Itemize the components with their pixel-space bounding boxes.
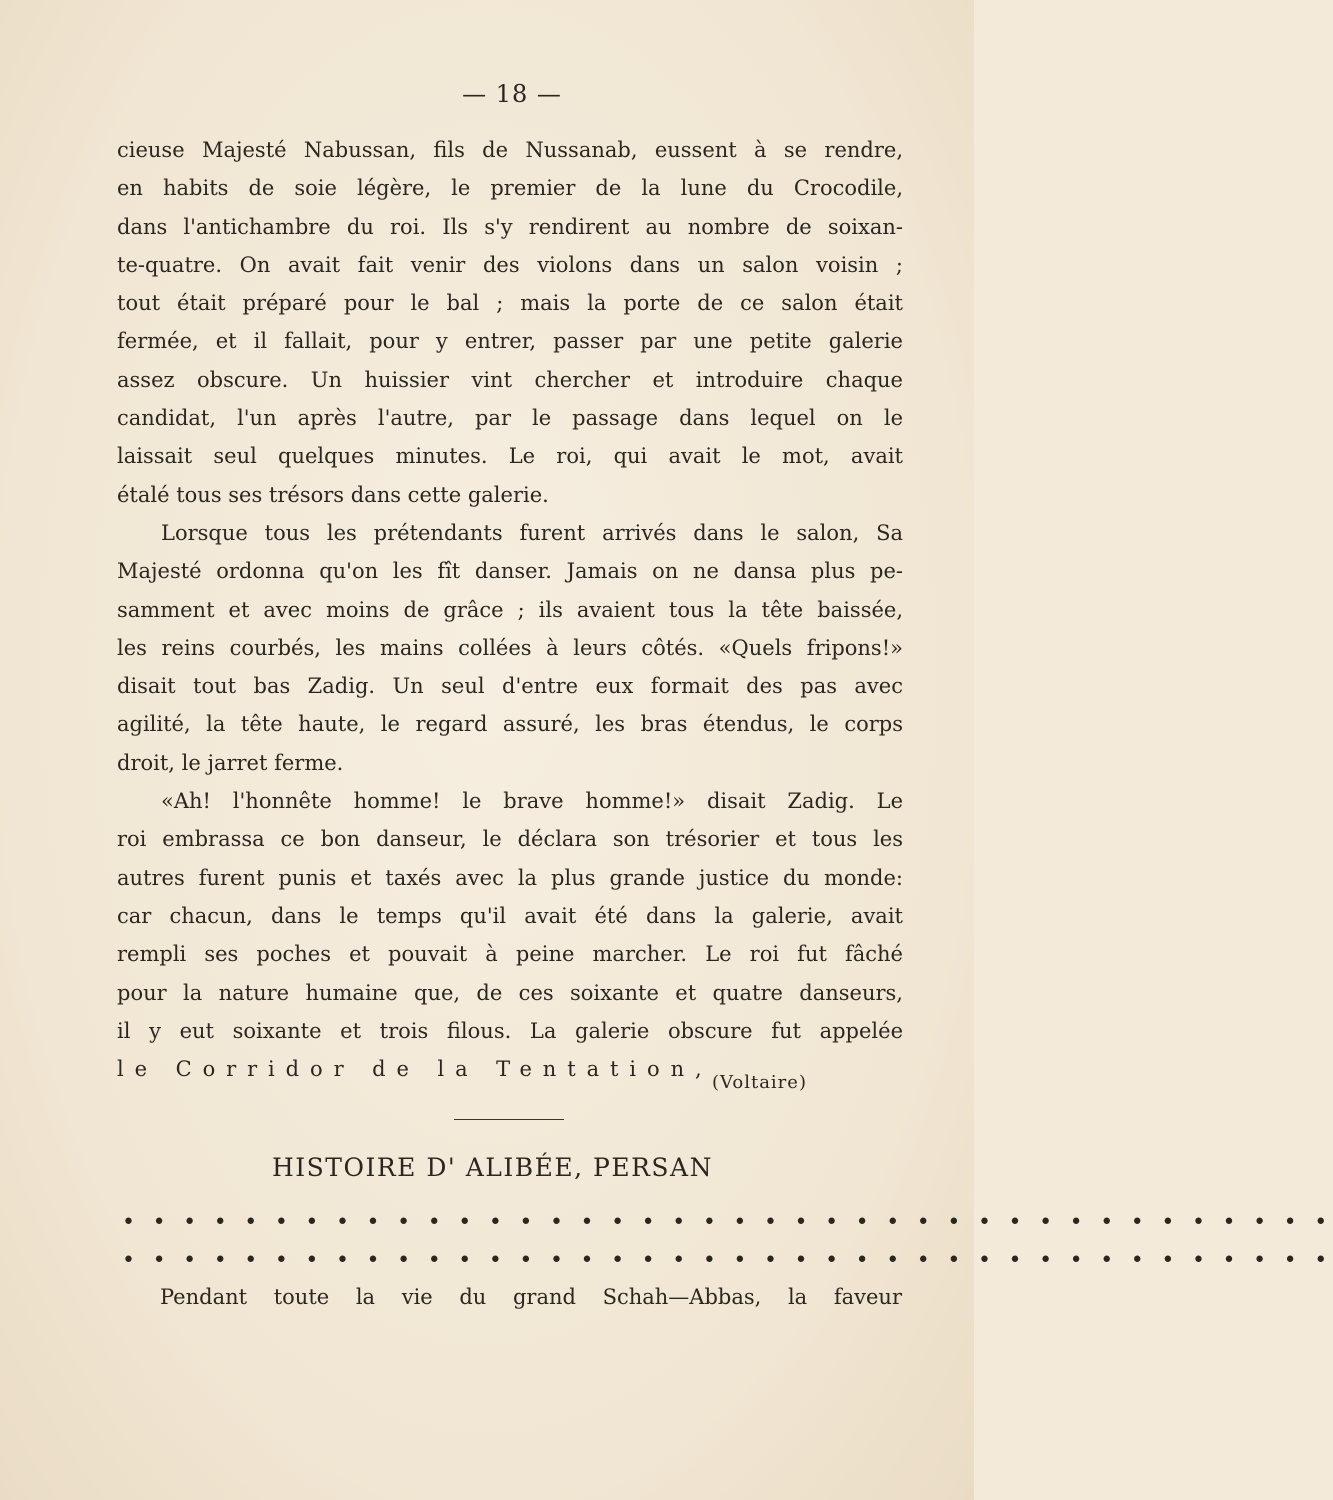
text-line: fermée, et il fallait, pour y entrer, passer par une petite galerie: [117, 329, 903, 354]
text-line: droit, le jarret ferme.: [117, 750, 344, 775]
text-line: rempli ses poches et pouvait à peine marcher. Le roi fut fâché: [117, 942, 903, 967]
text-line: tout était préparé pour le bal ; mais la porte de ce salon était: [117, 291, 903, 316]
text-line: candidat, l'un après l'autre, par le passage dans lequel on le: [117, 406, 903, 431]
text-line: te-quatre. On avait fait venir des violons dans un salon voisin ;: [117, 252, 903, 277]
text-line: car chacun, dans le temps qu'il avait été dans la galerie, avait: [117, 903, 903, 928]
section-title: HISTOIRE D' ALIBÉE, PERSAN: [272, 1153, 713, 1182]
text-line: agilité, la tête haute, le regard assuré, les bras étendus, le corps: [117, 712, 903, 737]
text-line: les reins courbés, les mains collées à leurs côtés. «Quels fripons!»: [117, 635, 903, 660]
author-attribution: (Voltaire): [712, 1072, 807, 1093]
text-line: laissait seul quelques minutes. Le roi, qui avait le mot, avait: [117, 444, 903, 469]
text-line: pour la nature humaine que, de ces soixante et quatre danseurs,: [117, 980, 903, 1005]
next-paragraph-start: Pendant toute la vie du grand Schah—Abbas, la faveur: [160, 1285, 902, 1309]
story-text: [117, 131, 903, 1088]
text-line-spaced: le Corridor de la Tentation,: [117, 1057, 713, 1082]
text-line: en habits de soie légère, le premier de la lune du Crocodile,: [117, 176, 903, 201]
text-line: cieuse Majesté Nabussan, fils de Nussanab, eussent à se rendre,: [117, 138, 903, 162]
ellipsis-line: • • • • • • • • • • • • • • • • • • • • • • • • • • • • • • • • • • • • • • • •: [122, 1210, 1333, 1235]
text-line: disait tout bas Zadig. Un seul d'entre eux formait des pas avec: [117, 674, 903, 699]
text-line: assez obscure. Un huissier vint chercher et introduire chaque: [117, 367, 903, 392]
text-line: dans l'antichambre du roi. Ils s'y rendirent au nombre de soixan-: [117, 214, 903, 239]
text-line: Majesté ordonna qu'on les fît danser. Jamais on ne dansa plus pe-: [117, 559, 903, 584]
text-line: autres furent punis et taxés avec la plus grande justice du monde:: [117, 865, 903, 890]
page-number: — 18 —: [462, 80, 562, 108]
text-line: samment et avec moins de grâce ; ils avaient tous la tête baissée,: [117, 597, 903, 622]
text-line: Lorsque tous les prétendants furent arrivés dans le salon, Sa: [161, 520, 903, 545]
text-line: il y eut soixante et trois filous. La galerie obscure fut appelée: [117, 1018, 903, 1043]
section-divider: [454, 1119, 564, 1120]
text-line: étalé tous ses trésors dans cette galerie.: [117, 482, 549, 507]
text-line: «Ah! l'honnête homme! le brave homme!» disait Zadig. Le: [161, 789, 903, 814]
text-line: roi embrassa ce bon danseur, le déclara son trésorier et tous les: [117, 827, 903, 852]
ellipsis-line: • • • • • • • • • • • • • • • • • • • • • • • • • • • • • • • • • • • • • • • •: [122, 1248, 1333, 1273]
